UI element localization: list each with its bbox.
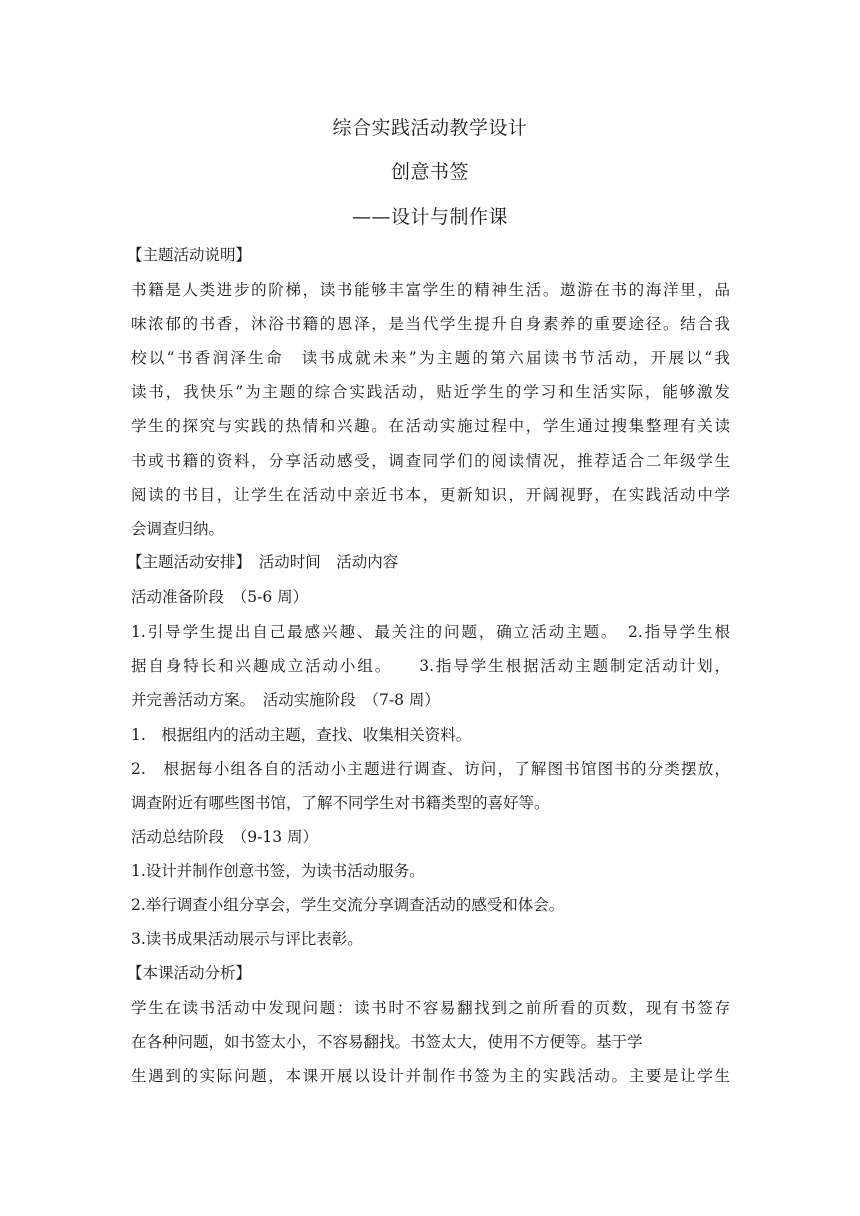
paragraph-line: 在各种问题，如书签太小，不容易翻找。书签太大，使用不方便等。基于学 [131, 1033, 643, 1051]
list-item: 1.设计并制作创意书签，为读书活动服务。 [131, 862, 425, 880]
list-item: 2. 根据每小组各自的活动小主题进行调查、访问，了解图书馆图书的分类摆放， [131, 760, 730, 778]
document-title: 综合实践活动教学设计 [332, 117, 528, 139]
paragraph-line: 书或书籍的资料，分享活动感受，调查同学们的阅读情况，推荐适合二年级学生 [131, 452, 730, 470]
list-item: 1. 根据组内的活动主题，查找、收集相关资料。 [131, 726, 472, 744]
paragraph-line: 读书，我快乐”为主题的综合实践活动，贴近学生的学习和生活实际，能够激发 [131, 383, 730, 401]
phase-heading-preparation: 活动准备阶段 （5-6 周） [131, 588, 309, 606]
paragraph-line: 学生的探究与实践的热情和兴趣。在活动实施过程中，学生通过搜集整理有关读 [131, 417, 730, 435]
phase-heading-summary: 活动总结阶段 （9-13 周） [131, 828, 318, 846]
section-heading-theme-description: 【主题活动说明】 [127, 246, 252, 264]
course-type: ——设计与制作课 [351, 206, 508, 228]
list-item: 3.读书成果活动展示与评比表彰。 [131, 930, 363, 948]
paragraph-line: 味浓郁的书香，沐浴书籍的恩泽，是当代学生提升自身素养的重要途径。结合我 [131, 315, 730, 333]
paragraph-line: 会调查归纳。 [131, 520, 225, 538]
list-line: 据自身特长和兴趣成立活动小组。 3.指导学生根据活动主题制定活动计划， [131, 657, 730, 675]
list-item-continuation: 调查附近有哪些图书馆，了解不同学生对书籍类型的喜好等。 [131, 794, 550, 812]
section-heading-theme-schedule: 【主题活动安排】 活动时间 活动内容 [127, 553, 399, 571]
list-item: 2.举行调查小组分享会，学生交流分享调查活动的感受和体会。 [131, 896, 565, 914]
document-subtitle: 创意书签 [390, 161, 469, 183]
list-line: 1.引导学生提出自己最感兴趣、最关注的问题，确立活动主题。 2.指导学生根 [131, 623, 730, 641]
paragraph-line: 书籍是人类进步的阶梯，读书能够丰富学生的精神生活。遨游在书的海洋里，品 [131, 281, 730, 299]
paragraph-line: 生遇到的实际问题，本课开展以设计并制作书签为主的实践活动。主要是让学生 [131, 1067, 730, 1085]
paragraph-line: 阅读的书目，让学生在活动中亲近书本，更新知识，开阔视野，在实践活动中学 [131, 486, 730, 504]
list-line: 并完善活动方案。 活动实施阶段 （7-8 周） [131, 691, 440, 709]
paragraph-line: 学生在读书活动中发现问题：读书时不容易翻找到之前所看的页数，现有书签存 [131, 999, 730, 1017]
section-heading-lesson-analysis: 【本课活动分析】 [127, 964, 252, 982]
paragraph-line: 校以“书香润泽生命 读书成就未来”为主题的第六届读书节活动，开展以“我 [131, 349, 730, 367]
